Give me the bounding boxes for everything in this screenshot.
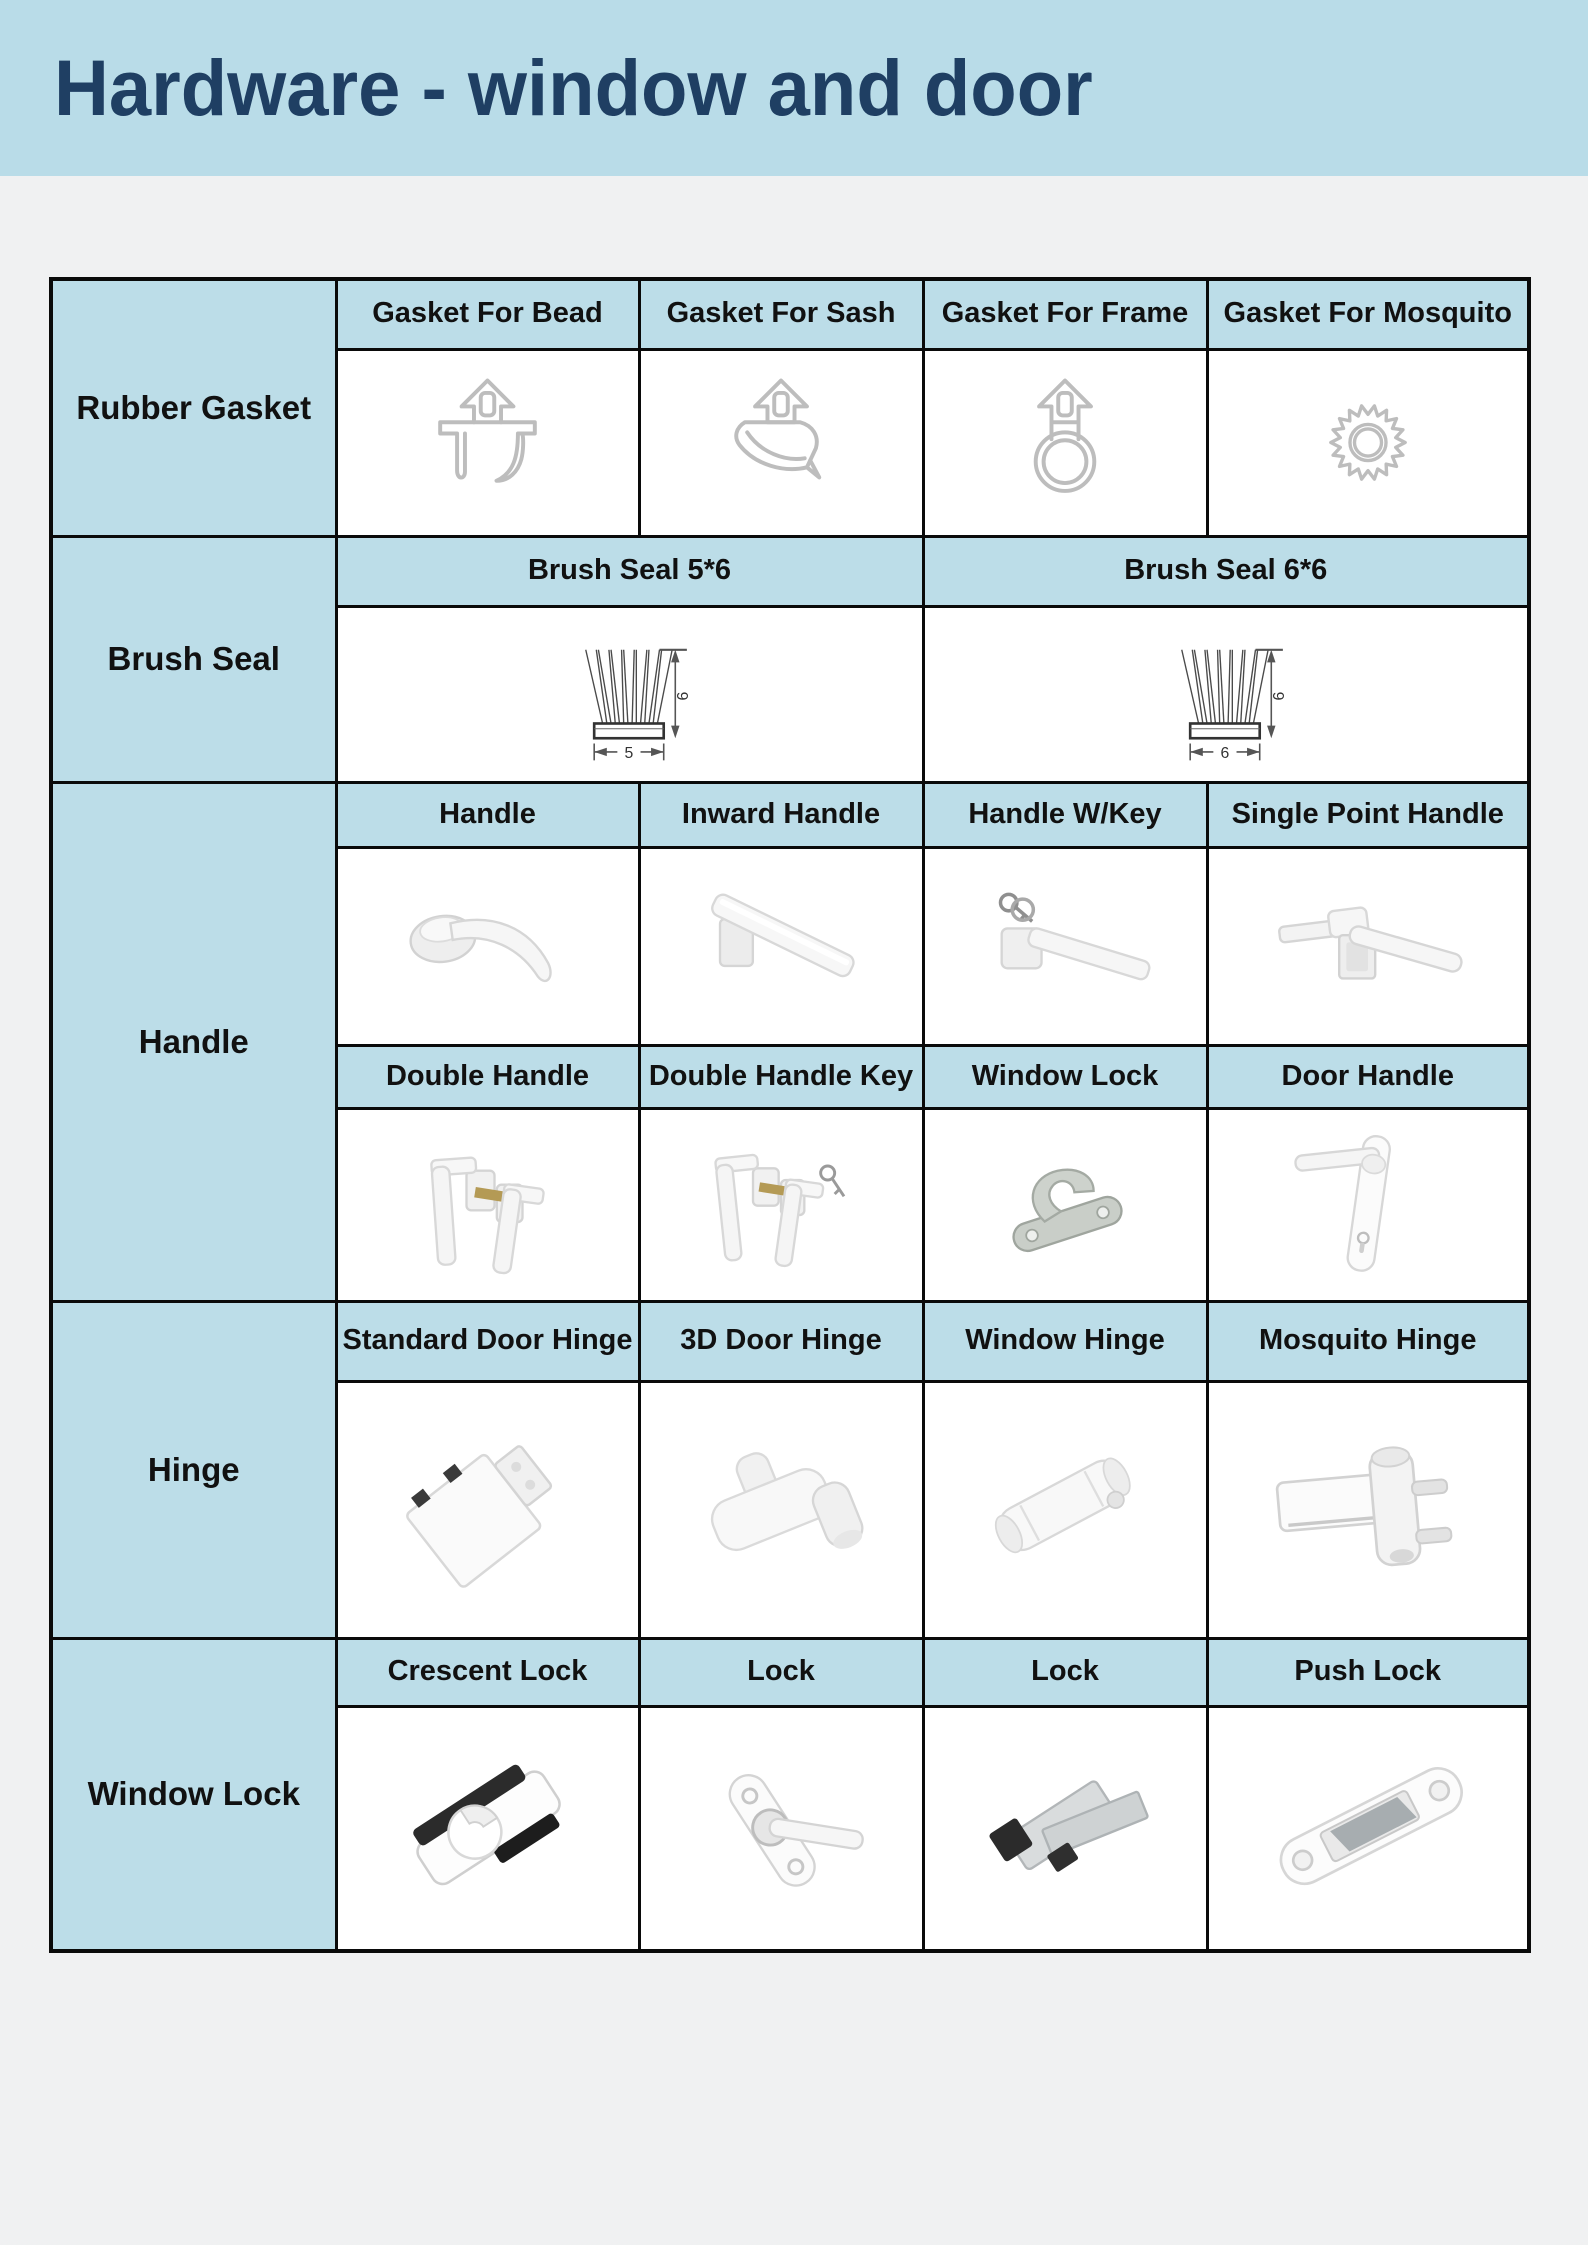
gasket-sash-icon bbox=[652, 358, 910, 527]
dimension-width-label: 6 bbox=[1220, 745, 1230, 763]
column-header-double-handle-key: Double Handle Key bbox=[639, 1045, 923, 1108]
column-header-door-handle: Door Handle bbox=[1207, 1045, 1529, 1108]
inward-handle-icon bbox=[652, 856, 910, 1036]
header-row-handle-0 bbox=[51, 782, 1529, 847]
column-header-single-point-handle: Single Point Handle bbox=[1207, 782, 1529, 847]
product-cell-handle bbox=[336, 847, 639, 1045]
column-header-gasket-for-mosquito: Gasket For Mosquito bbox=[1207, 279, 1529, 349]
page-banner bbox=[0, 0, 1588, 176]
category-cell-rubber-gasket: Rubber Gasket bbox=[51, 279, 336, 536]
handle-icon bbox=[349, 856, 626, 1036]
product-cell-double-handle-key bbox=[639, 1108, 923, 1301]
column-header-brush-seal-6-6: Brush Seal 6*6 bbox=[923, 536, 1529, 606]
page-title: Hardware - window and door bbox=[54, 43, 1093, 133]
window-hinge-icon bbox=[936, 1390, 1194, 1629]
standard-door-hinge-icon bbox=[349, 1390, 626, 1629]
column-header-window-hinge: Window Hinge bbox=[923, 1301, 1207, 1381]
header-row-rubber-gasket-0 bbox=[51, 279, 1529, 349]
brush-seal-icon bbox=[480, 615, 780, 773]
product-cell-mosquito-hinge bbox=[1207, 1381, 1529, 1638]
column-header-gasket-for-frame: Gasket For Frame bbox=[923, 279, 1207, 349]
category-cell-handle: Handle bbox=[51, 782, 336, 1301]
product-cell-handle-w-key bbox=[923, 847, 1207, 1045]
lever-lock-icon bbox=[652, 1715, 910, 1942]
column-header-standard-door-hinge: Standard Door Hinge bbox=[336, 1301, 639, 1381]
column-header-push-lock: Push Lock bbox=[1207, 1638, 1529, 1706]
handle-key-icon bbox=[936, 856, 1194, 1036]
product-cell-gasket-for-frame bbox=[923, 349, 1207, 536]
crescent-lock-icon bbox=[349, 1715, 626, 1942]
column-header-crescent-lock: Crescent Lock bbox=[336, 1638, 639, 1706]
product-cell-single-point-handle bbox=[1207, 847, 1529, 1045]
product-cell-brush-seal-5-6 bbox=[336, 606, 923, 782]
gasket-bead-icon bbox=[349, 358, 626, 527]
column-header-double-handle: Double Handle bbox=[336, 1045, 639, 1108]
hardware-table bbox=[49, 277, 1531, 1953]
column-header-brush-seal-5-6: Brush Seal 5*6 bbox=[336, 536, 923, 606]
product-cell-lock bbox=[639, 1706, 923, 1951]
column-header-handle: Handle bbox=[336, 782, 639, 847]
product-cell-push-lock bbox=[1207, 1706, 1529, 1951]
column-header-lock: Lock bbox=[639, 1638, 923, 1706]
double-handle-key-icon bbox=[652, 1117, 910, 1292]
category-cell-window-lock: Window Lock bbox=[51, 1638, 336, 1951]
double-handle-icon bbox=[349, 1117, 626, 1292]
column-header-lock: Lock bbox=[923, 1638, 1207, 1706]
door-handle-icon bbox=[1220, 1117, 1516, 1292]
block-lock-icon bbox=[936, 1715, 1194, 1942]
product-cell-crescent-lock bbox=[336, 1706, 639, 1951]
product-cell-3d-door-hinge bbox=[639, 1381, 923, 1638]
product-cell-brush-seal-6-6 bbox=[923, 606, 1529, 782]
product-cell-gasket-for-bead bbox=[336, 349, 639, 536]
brush-seal-icon bbox=[1076, 615, 1376, 773]
product-cell-window-lock bbox=[923, 1108, 1207, 1301]
dimension-width-label: 5 bbox=[624, 745, 633, 763]
gasket-mosquito-icon bbox=[1220, 358, 1516, 527]
column-header-gasket-for-sash: Gasket For Sash bbox=[639, 279, 923, 349]
header-row-hinge-0 bbox=[51, 1301, 1529, 1381]
column-header-mosquito-hinge: Mosquito Hinge bbox=[1207, 1301, 1529, 1381]
product-cell-lock bbox=[923, 1706, 1207, 1951]
product-cell-gasket-for-sash bbox=[639, 349, 923, 536]
column-header-window-lock: Window Lock bbox=[923, 1045, 1207, 1108]
door-hinge-3d-icon bbox=[652, 1390, 910, 1629]
category-cell-hinge: Hinge bbox=[51, 1301, 336, 1638]
product-cell-double-handle bbox=[336, 1108, 639, 1301]
mosquito-hinge-icon bbox=[1220, 1390, 1516, 1629]
product-cell-door-handle bbox=[1207, 1108, 1529, 1301]
dimension-height-label: 6 bbox=[674, 691, 692, 701]
category-cell-brush-seal: Brush Seal bbox=[51, 536, 336, 782]
single-point-handle-icon bbox=[1220, 856, 1516, 1036]
column-header-handle-w-key: Handle W/Key bbox=[923, 782, 1207, 847]
column-header-inward-handle: Inward Handle bbox=[639, 782, 923, 847]
gasket-frame-icon bbox=[936, 358, 1194, 527]
dimension-height-label: 6 bbox=[1270, 691, 1288, 701]
push-lock-icon bbox=[1220, 1715, 1516, 1942]
header-row-window-lock-0 bbox=[51, 1638, 1529, 1706]
product-cell-inward-handle bbox=[639, 847, 923, 1045]
product-cell-window-hinge bbox=[923, 1381, 1207, 1638]
column-header-gasket-for-bead: Gasket For Bead bbox=[336, 279, 639, 349]
column-header-3d-door-hinge: 3D Door Hinge bbox=[639, 1301, 923, 1381]
window-lock-small-icon bbox=[936, 1117, 1194, 1292]
product-cell-gasket-for-mosquito bbox=[1207, 349, 1529, 536]
header-row-brush-seal-0 bbox=[51, 536, 1529, 606]
product-cell-standard-door-hinge bbox=[336, 1381, 639, 1638]
